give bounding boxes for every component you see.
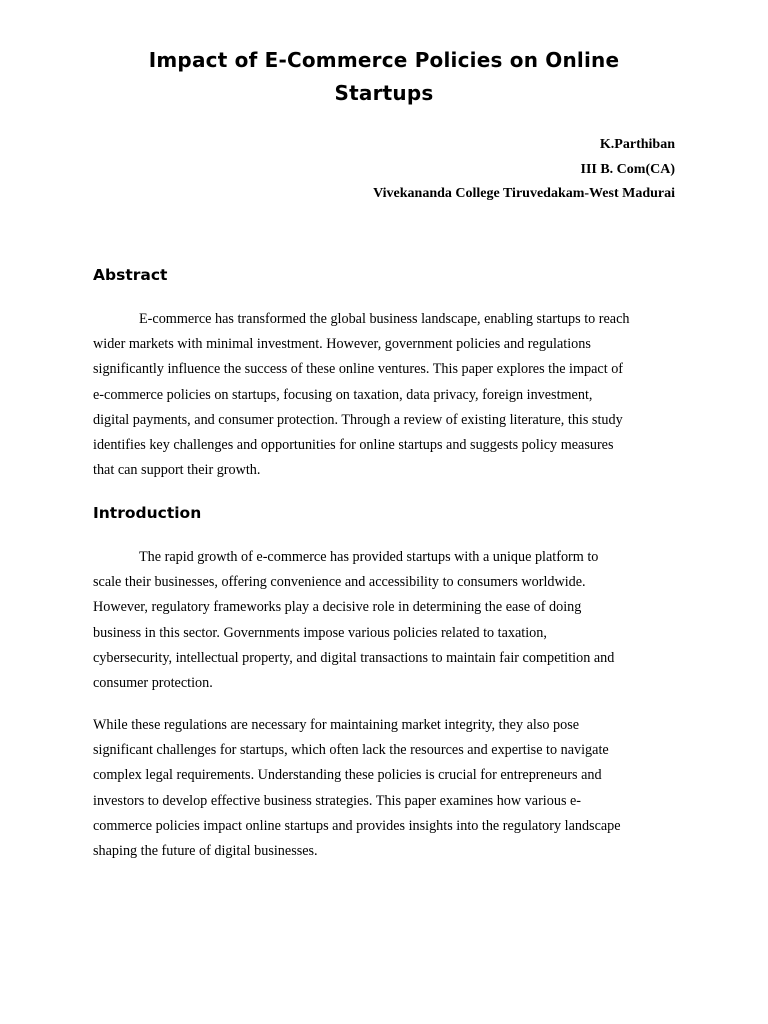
- introduction-heading: Introduction: [93, 504, 202, 522]
- introduction-paragraph-2: [93, 713, 675, 864]
- abstract-line: digital payments, and consumer protection. Through a review of existing literature, this study: [93, 411, 623, 428]
- introduction-line: investors to develop effective business strategies. This paper examines how various e-: [93, 792, 582, 809]
- author-block: [373, 133, 675, 207]
- introduction-line: consumer protection.: [93, 675, 213, 692]
- introduction-line: However, regulatory frameworks play a decisive role in determining the ease of doing: [93, 599, 582, 616]
- abstract-line: E-commerce has transformed the global business landscape, enabling startups to reach: [139, 311, 630, 327]
- paper-title-line-2: Startups: [334, 81, 434, 105]
- introduction-line: business in this sector. Governments impose various policies related to taxation,: [93, 624, 547, 641]
- introduction-line: scale their businesses, offering convenience and accessibility to consumers worldwide.: [93, 574, 586, 591]
- abstract-line: e-commerce policies on startups, focusing on taxation, data privacy, foreign investment,: [93, 386, 593, 403]
- abstract-paragraph: [93, 307, 675, 483]
- introduction-line: significant challenges for startups, which often lack the resources and expertise to navigate: [93, 742, 609, 759]
- abstract-line: that can support their growth.: [93, 462, 261, 479]
- abstract-heading: Abstract: [93, 266, 168, 284]
- paper-title-line-1: Impact of E-Commerce Policies on Online: [148, 48, 620, 72]
- introduction-line: cybersecurity, intellectual property, and digital transactions to maintain fair competition and: [93, 649, 615, 666]
- abstract-line: wider markets with minimal investment. However, government policies and regulations: [93, 336, 591, 353]
- introduction-line: shaping the future of digital businesses.: [93, 843, 318, 860]
- introduction-line: commerce policies impact online startups and provides insights into the regulatory landscape: [93, 817, 621, 834]
- introduction-line: The rapid growth of e-commerce has provided startups with a unique platform to: [139, 549, 599, 565]
- introduction-paragraph-1: [93, 545, 675, 696]
- abstract-line: significantly influence the success of these online ventures. This paper explores the impact of: [93, 361, 624, 378]
- abstract-line: identifies key challenges and opportunities for online startups and suggests policy measures: [93, 437, 614, 454]
- document-page: [93, 0, 675, 1024]
- author-college: Vivekananda College Tiruvedakam-West Madurai: [373, 186, 675, 201]
- author-name: K.Parthiban: [599, 137, 675, 152]
- introduction-line: complex legal requirements. Understanding these policies is crucial for entrepreneurs and: [93, 767, 602, 784]
- paper-title: [93, 44, 675, 110]
- introduction-line: While these regulations are necessary for maintaining market integrity, they also pose: [93, 717, 580, 733]
- author-course: III B. Com(CA): [580, 161, 675, 177]
